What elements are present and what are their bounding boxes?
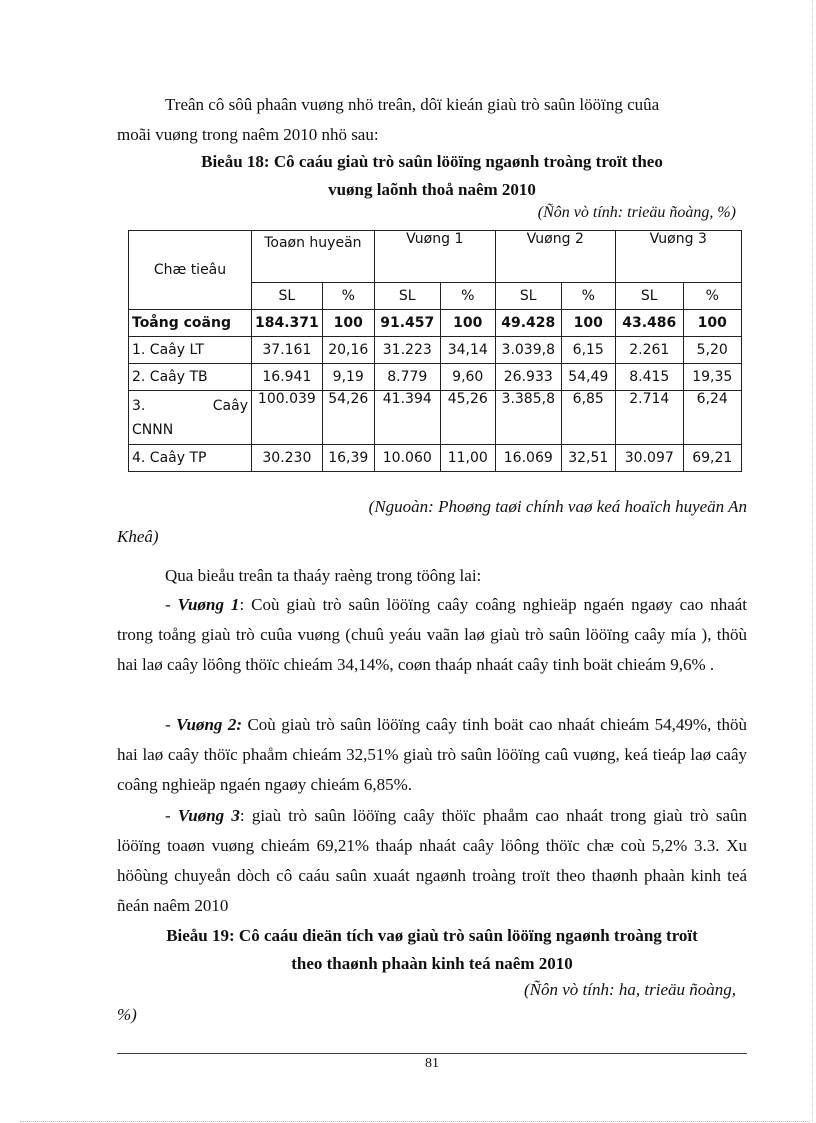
row-label: 2. Caây TB (129, 364, 252, 391)
cell: 9,60 (440, 364, 495, 391)
table18-source-line-2: Kheâ) (117, 527, 159, 546)
table18-unit: (Ñôn vò tính: trieäu ñoàng, %) (537, 204, 736, 221)
cell: 3.039,8 (495, 337, 561, 364)
zone2-paragraph (117, 710, 747, 800)
cell: 41.394 (374, 391, 440, 445)
page-number: 81 (425, 1056, 439, 1071)
zone1-text: : Coù giaù trò saûn lööïng caây coâng nghieäp ngaén ngaøy cao nhaát trong toång giaù trò cuûa vuøng (chuû yeáu vaãn laø giaù trò saûn lööïng caây mía ), thöù hai laø caây löông thöïc chieám 34,14%, coøn thaáp nhaát caây tinh boät chieám 9,6% . (117, 595, 748, 674)
header-group-district: Toaøn huyeän (252, 231, 375, 283)
bullet-dash: - (165, 595, 178, 614)
cell: 100 (322, 310, 374, 337)
cell: 3.385,8 (495, 391, 561, 445)
footer-divider (117, 1053, 747, 1054)
cell: 2.261 (615, 337, 683, 364)
intro-paragraph (117, 90, 747, 150)
table18-title-line-2: vuøng laõnh thoå naêm 2010 (328, 180, 536, 199)
cell: 69,21 (683, 445, 741, 472)
cell: 26.933 (495, 364, 561, 391)
cell: 6,24 (683, 391, 741, 445)
table18 (128, 230, 742, 472)
analysis-intro-text: Qua bieåu treân ta thaáy raèng trong töông lai: (165, 566, 482, 585)
subheader-cell: SL (615, 283, 683, 310)
zone1-paragraph (117, 590, 747, 680)
subheader-cell: SL (252, 283, 323, 310)
table18-header-row (129, 231, 742, 283)
subheader-cell: % (561, 283, 615, 310)
table19-unit-line-2: %) (117, 1005, 137, 1024)
cell: 100 (683, 310, 741, 337)
table-row-total (129, 310, 742, 337)
row-label (129, 391, 252, 445)
bullet-dash: - (165, 715, 177, 734)
cell: 9,19 (322, 364, 374, 391)
table18-title-line-1: Bieåu 18: Cô caáu giaù trò saûn lööïng ngaønh troàng troït theo (201, 152, 663, 171)
cell: 30.230 (252, 445, 323, 472)
table-row (129, 445, 742, 472)
cell: 8.415 (615, 364, 683, 391)
table-row (129, 364, 742, 391)
cell: 54,49 (561, 364, 615, 391)
row-label: Toång coäng (129, 310, 252, 337)
bullet-dash: - (165, 806, 178, 825)
cell: 100.039 (252, 391, 323, 445)
row-label: 4. Caây TP (129, 445, 252, 472)
page-edge-right (812, 0, 813, 1123)
cell: 6,85 (561, 391, 615, 445)
cell: 34,14 (440, 337, 495, 364)
table19-title-line-2: theo thaønh phaàn kinh teá naêm 2010 (291, 954, 573, 973)
cell: 37.161 (252, 337, 323, 364)
subheader-cell: % (440, 283, 495, 310)
table-row (129, 391, 742, 445)
header-group-zone3: Vuøng 3 (615, 231, 741, 283)
cell: 6,15 (561, 337, 615, 364)
cell: 11,00 (440, 445, 495, 472)
row-label: 1. Caây LT (129, 337, 252, 364)
cell: 10.060 (374, 445, 440, 472)
row-label-part: 3. (132, 397, 146, 414)
cell: 16,39 (322, 445, 374, 472)
header-group-zone1: Vuøng 1 (374, 231, 495, 283)
cell: 30.097 (615, 445, 683, 472)
table18-source-line-1: (Nguoàn: Phoøng taøi chính vaø keá hoaïch huyeän An (368, 497, 747, 516)
subheader-cell: % (322, 283, 374, 310)
cell: 100 (440, 310, 495, 337)
zone2-text: Coù giaù trò saûn lööïng caây tinh boät cao nhaát chieám 54,49%, thöù hai laø caây thöïc phaåm chieám 32,51% giaù trò saûn lööïng caû vuøng, keá tieáp laø caây coâng nghieäp ngaén ngaøy chieám 6,85%. (117, 715, 747, 794)
header-group-zone2: Vuøng 2 (495, 231, 615, 283)
cell: 19,35 (683, 364, 741, 391)
cell: 54,26 (322, 391, 374, 445)
zone1-label: Vuøng 1 (177, 595, 240, 614)
table18-title (117, 148, 747, 204)
zone2-label: Vuøng 2: (176, 715, 243, 734)
subheader-cell: SL (495, 283, 561, 310)
table19-title (117, 922, 747, 978)
header-indicator: Chæ tieâu (129, 231, 252, 310)
cell: 184.371 (252, 310, 323, 337)
row-label-part: Caây (212, 397, 248, 414)
cell: 5,20 (683, 337, 741, 364)
cell: 16.941 (252, 364, 323, 391)
cell: 20,16 (322, 337, 374, 364)
cell: 100 (561, 310, 615, 337)
cell: 2.714 (615, 391, 683, 445)
table-row (129, 337, 742, 364)
intro-line-2: moãi vuøng trong naêm 2010 nhö sau: (117, 125, 379, 144)
page-edge-bottom (20, 1121, 810, 1122)
row-label-part: CNNN (132, 421, 174, 438)
table19-unit-line-1: (Ñôn vò tính: ha, trieäu ñoàng, (523, 980, 736, 999)
subheader-cell: % (683, 283, 741, 310)
zone3-text: : giaù trò saûn lööïng caây thöïc phaåm cao nhaát trong giaù trò saûn lööïng toaøn vuøng chieám 69,21% thaáp nhaát caây löông thöïc chæ coù 5,2% 3.3. Xu höôùng chuyeån dòch cô caáu saûn xuaát ngaønh troàng troït theo thaønh phaàn kinh teá ñeán naêm 2010 (117, 806, 748, 915)
cell: 31.223 (374, 337, 440, 364)
cell: 45,26 (440, 391, 495, 445)
zone3-paragraph (117, 801, 747, 921)
subheader-cell: SL (374, 283, 440, 310)
cell: 8.779 (374, 364, 440, 391)
intro-line-1: Treân cô sôû phaân vuøng nhö treân, dôï kieán giaù trò saûn lööïng cuûa (165, 95, 660, 114)
cell: 49.428 (495, 310, 561, 337)
cell: 16.069 (495, 445, 561, 472)
cell: 32,51 (561, 445, 615, 472)
zone3-label: Vuøng 3 (177, 806, 240, 825)
cell: 43.486 (615, 310, 683, 337)
cell: 91.457 (374, 310, 440, 337)
table19-title-line-1: Bieåu 19: Cô caáu dieän tích vaø giaù trò saûn lööïng ngaønh troàng troït (166, 926, 698, 945)
analysis-intro (117, 561, 747, 591)
